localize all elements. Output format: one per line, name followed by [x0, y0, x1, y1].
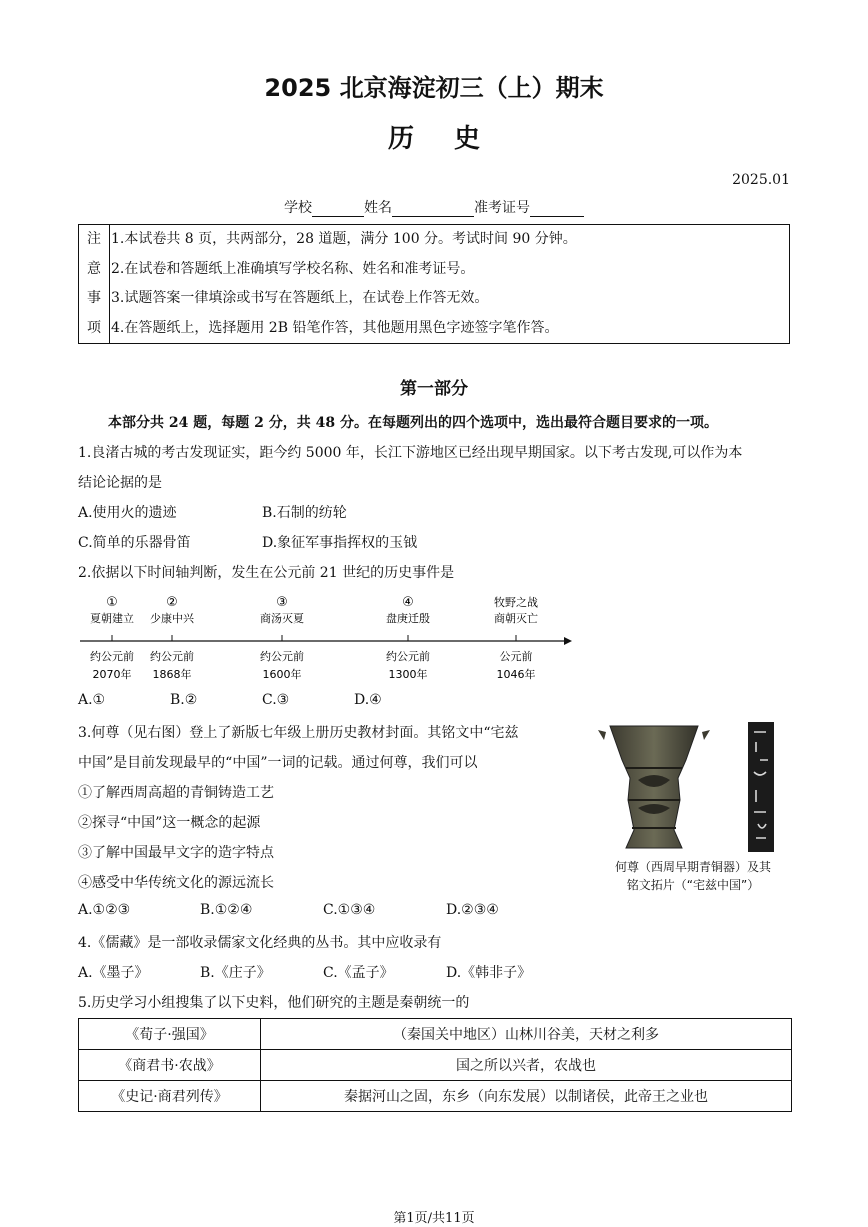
q2-option-d: D.④	[354, 692, 382, 708]
q4-option-a: A.《墨子》	[78, 965, 149, 981]
figure-caption: 铭文拓片（“宅兹中国”）	[626, 878, 760, 892]
q4-option-b: B.《庄子》	[200, 965, 271, 981]
source-cell: 《商君书·农战》	[79, 1050, 261, 1081]
source-table	[78, 1018, 792, 1112]
q3-stem-line2: 中国”是目前发现最早的“中国”一词的记载。通过何尊，我们可以	[78, 755, 478, 771]
q1-option-c: C.简单的乐器骨笛	[78, 535, 191, 551]
timeline-date: 1600年	[262, 668, 302, 681]
q3-statement: ①了解西周高超的青铜铸造工艺	[78, 785, 274, 801]
q2-stem: 2.依据以下时间轴判断，发生在公元前 21 世纪的历史事件是	[78, 565, 455, 581]
q1-option-a: A.使用火的遗迹	[78, 505, 177, 521]
note-item: 4.在答题纸上，选择题用 2B 铅笔作答，其他题用黑色字迹签字笔作答。	[111, 319, 559, 336]
student-info-line	[0, 197, 868, 217]
notes-box	[78, 224, 790, 344]
timeline-figure	[80, 588, 580, 688]
exam-id-blank[interactable]	[530, 202, 584, 217]
timeline-date: 1300年	[388, 668, 428, 681]
table-row	[79, 1050, 792, 1081]
timeline-event-num: ②	[166, 595, 178, 610]
timeline-date: 1868年	[152, 668, 192, 681]
q1-stem-line1: 1.良渚古城的考古发现证实，距今约 5000 年，长江下游地区已经出现早期国家。以下考古发现,可以作为本	[78, 445, 743, 461]
bronze-vessel-image	[598, 720, 788, 855]
timeline-event-label: 少康中兴	[150, 612, 194, 625]
he-zun-figure	[598, 720, 788, 895]
text-cell: （秦国关中地区）山林川谷美，天材之利多	[261, 1019, 792, 1050]
q2-option-c: C.③	[262, 692, 290, 708]
q1-option-d: D.象征军事指挥权的玉钺	[262, 535, 418, 551]
q4-option-d: D.《韩非子》	[446, 965, 532, 981]
note-item: 3.试题答案一律填涂或书写在答题纸上，在试卷上作答无效。	[111, 290, 489, 306]
text-cell: 国之所以兴者，农战也	[261, 1050, 792, 1081]
q3-statement: ②探寻“中国”这一概念的起源	[78, 815, 261, 831]
q5-stem: 5.历史学习小组搜集了以下史料，他们研究的主题是秦朝统一的	[78, 995, 470, 1011]
timeline-event-label: 牧野之战	[494, 596, 538, 609]
source-cell: 《史记·商君列传》	[79, 1081, 261, 1112]
q3-statement: ③了解中国最早文字的造字特点	[78, 845, 274, 861]
timeline-event-label: 盘庚迁殷	[386, 612, 430, 625]
timeline-event-label: 商朝灭亡	[494, 612, 538, 625]
timeline-date: 1046年	[496, 668, 536, 681]
timeline-event-num: ①	[106, 595, 118, 610]
timeline-date: 公元前	[499, 650, 533, 663]
exam-date: 2025.01	[732, 172, 790, 188]
q1-stem-line2: 结论论据的是	[78, 475, 162, 491]
q3-option-b: B.①②④	[200, 902, 253, 918]
exam-id-label: 准考证号	[474, 200, 530, 216]
q2-option-a: A.①	[78, 692, 106, 708]
source-cell: 《荀子·强国》	[79, 1019, 261, 1050]
q3-option-a: A.①②③	[78, 902, 131, 918]
q3-option-c: C.①③④	[323, 902, 376, 918]
q3-stem-line1: 3.何尊（见右图）登上了新版七年级上册历史教材封面。其铭文中“宅兹	[78, 725, 519, 741]
part-heading: 第一部分	[400, 379, 468, 399]
table-row	[79, 1081, 792, 1112]
notes-side-char: 事	[87, 290, 101, 306]
note-item: 1.本试卷共 8 页，共两部分，28 道题，满分 100 分。考试时间 90 分钟。	[111, 231, 577, 247]
figure-caption: 何尊（西周早期青铜器）及其	[614, 860, 771, 874]
timeline-date: 约公元前	[150, 650, 194, 663]
text-cell: 秦据河山之固，东乡（向东发展）以制诸侯，此帝王之业也	[261, 1081, 792, 1112]
timeline-event-num: ③	[276, 595, 288, 610]
school-blank[interactable]	[312, 202, 364, 217]
q4-option-c: C.《孟子》	[323, 965, 394, 981]
timeline-date: 约公元前	[90, 650, 134, 663]
notes-side-char: 项	[87, 319, 101, 336]
timeline-date: 约公元前	[386, 650, 430, 663]
page-number: 第1页/共11页	[393, 1211, 475, 1226]
note-item: 2.在试卷和答题纸上准确填写学校名称、姓名和准考证号。	[111, 260, 475, 277]
school-label: 学校	[284, 200, 312, 216]
timeline-event-label: 夏朝建立	[90, 612, 134, 625]
timeline-date: 约公元前	[260, 650, 304, 663]
timeline-event-label: 商汤灭夏	[260, 612, 304, 625]
name-blank[interactable]	[392, 202, 474, 217]
q1-option-b: B.石制的纺轮	[262, 505, 347, 521]
timeline-event-num: ④	[402, 595, 414, 610]
subject-title: 历史	[387, 124, 520, 154]
table-row	[79, 1019, 792, 1050]
name-label: 姓名	[364, 200, 392, 216]
q4-stem: 4.《儒藏》是一部收录儒家文化经典的丛书。其中应收录有	[78, 935, 442, 951]
timeline-date: 2070年	[92, 668, 132, 681]
q3-statement: ④感受中华传统文化的源远流长	[78, 875, 274, 891]
exam-title: 2025 北京海淀初三（上）期末	[264, 74, 604, 102]
notes-side-char: 注	[87, 231, 101, 247]
notes-side-label	[79, 225, 110, 343]
part-intro: 本部分共 24 题，每题 2 分，共 48 分。在每题列出的四个选项中，选出最符合题目要求的一项。	[108, 415, 718, 431]
timeline-arrow-icon	[564, 637, 572, 645]
q3-option-d: D.②③④	[446, 902, 499, 918]
q2-option-b: B.②	[170, 692, 198, 708]
notes-items	[111, 225, 789, 343]
notes-side-char: 意	[87, 260, 101, 277]
